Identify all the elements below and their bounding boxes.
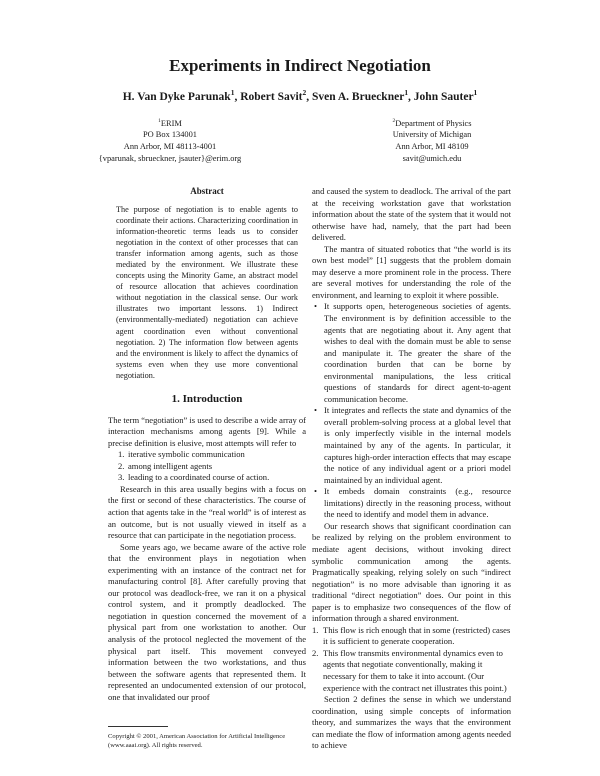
affiliation-umich xyxy=(322,116,542,164)
author-name: Robert Savit xyxy=(240,90,303,103)
list-item-text: This flow transmits environmental dynamics even to agents that negotiate conventionally, making it necessary for them to take it into account. (Our experience with the contract net illustrates this point.) xyxy=(323,647,507,693)
list-item-text: It integrates and reflects the state and dynamics of the overall problem-solving process at a global level that is only imperfectly visible in the internal models maintained by any of the agents. In particular, it captures high-order interaction effects that may escape the notice of any individual agent or a priori model maintained by an individual agent. xyxy=(324,405,511,485)
abstract-heading: Abstract xyxy=(190,186,224,196)
affiliation-line: Department of Physics xyxy=(395,118,472,128)
list-number: 2. xyxy=(312,647,319,658)
affiliation-mark: 1 xyxy=(158,118,161,124)
affiliation-line: ERIM xyxy=(160,118,182,128)
list-number: 1. xyxy=(312,624,319,635)
affiliation-line: University of Michigan xyxy=(392,130,472,140)
bullet-list xyxy=(312,301,511,520)
list-item-text: among intelligent agents xyxy=(128,460,213,471)
author-affiliation-mark: 2 xyxy=(302,88,307,97)
left-column xyxy=(108,186,306,703)
paragraph: and caused the system to deadlock. The arrival of the part at the receiving workstation gave that workstation information about the state of the system that it would not otherwise have had, namely, that the part had been delivered. xyxy=(312,186,511,243)
paragraph: Some years ago, we became aware of the active role that the environment plays in negotiation when experimenting with an instance of the contract net for manufacturing control [8]. After carefully proving that our protocol was deadlock-free, we ran it on a physical control system, and it promptly deadlocked. The negotiation in question concerned the movement of a physical part from one workstation to another. Our analysis of the protocol neglected the movement of the physical part itself. This movement conveyed information between the two workstations, and thus between the software agents that represented them. It represented an undocumented extension of our protocol, one that invalidated our proof xyxy=(108,541,306,702)
author-name: Sven A. Brueckner xyxy=(311,90,405,103)
list-item xyxy=(108,461,306,473)
bullet-icon: • xyxy=(314,301,317,312)
list-number: 1. xyxy=(118,449,125,460)
numbered-list xyxy=(108,449,306,484)
paragraph: The mantra of situated robotics that “the world is its own best model” [1] suggests that the problem domain may deserve a more prominent role in the process. There are several motives for understanding the role of the environment, and learning to exploit it where possible. xyxy=(312,243,511,300)
list-item xyxy=(312,648,511,694)
list-item-text: It embeds domain constraints (e.g., resource limitations) directly in the reasoning process, without the need to identify and model them in advance. xyxy=(324,486,511,520)
affiliation-line: PO Box 134001 xyxy=(143,130,197,140)
list-item-text: leading to a coordinated course of action. xyxy=(128,472,270,483)
list-number: 3. xyxy=(118,472,125,483)
list-item xyxy=(312,301,511,405)
list-item xyxy=(312,625,511,648)
copyright-footnote: Copyright © 2001, American Association for Artificial Intelligence (www.aaai.org). All rights reserved. xyxy=(108,733,286,749)
author-name: John Sauter xyxy=(413,90,474,103)
list-item-text: It supports open, heterogeneous societies of agents. The environment is by definition accessible to the agents that are negotiating about it. Any agent that wishes to deal with the domain must be able to sense and manipulate it. The greater the share of the coordination burden that can be borne by environmental manipulations, the less critical questions of standards for direct agent-to-agent communication become. xyxy=(324,301,511,404)
affiliation-erim xyxy=(60,116,280,164)
section-heading-introduction: 1. Introduction xyxy=(171,393,243,406)
list-item-text: This flow is rich enough that in some (restricted) cases it is sufficient to generate cooperation. xyxy=(323,624,511,647)
affiliation-mark: 2 xyxy=(392,118,396,124)
bullet-icon: • xyxy=(314,486,317,497)
paragraph: Our research shows that significant coordination can be realized by relying on the problem environment to mediate agent decisions, without invoking direct symbolic communication among the agents. Pragmatically speaking, relying solely on such “indirect negotiation” is no more advisable than ignoring it as traditional “direct negotiation” does. Our point in this paper is to emphasize two consequences of the flow of information through a shared environment. xyxy=(312,520,511,624)
right-column xyxy=(312,186,511,752)
author-affiliation-mark: 1 xyxy=(404,88,409,97)
author-name: H. Van Dyke Parunak xyxy=(122,90,231,103)
list-item-text: iterative symbolic communication xyxy=(128,449,245,460)
affiliation-line: Ann Arbor, MI 48109 xyxy=(395,141,469,151)
list-item xyxy=(108,472,306,484)
paragraph: Section 2 defines the sense in which we understand coordination, using simple concepts of information theory, and summarizes the ways that the environment can mediate the flow of information among agents needed to achieve xyxy=(312,694,511,751)
author-affiliation-mark: 1 xyxy=(230,88,235,97)
numbered-list xyxy=(312,625,511,694)
list-item xyxy=(312,486,511,521)
author-separator: , xyxy=(408,90,414,103)
paper-title: Experiments in Indirect Negotiation xyxy=(169,56,431,75)
footnote-divider xyxy=(108,726,168,727)
author-separator: , xyxy=(306,90,312,103)
list-number: 2. xyxy=(118,460,125,471)
author-affiliation-mark: 1 xyxy=(473,88,478,97)
author-separator: , xyxy=(234,90,241,103)
paragraph: The term “negotiation” is used to describe a wide array of interaction mechanisms among agents [9]. While a precise definition is elusive, most attempts will refer to xyxy=(108,414,306,448)
list-item xyxy=(312,405,511,486)
list-item xyxy=(108,449,306,461)
bullet-icon: • xyxy=(314,405,317,416)
affiliation-line: Ann Arbor, MI 48113-4001 xyxy=(123,141,217,151)
author-list xyxy=(0,88,600,103)
affiliation-email: {vparunak, sbrueckner, jsauter}@erim.org xyxy=(98,153,242,163)
paragraph: Research in this area usually begins with a focus on the first or second of these characteristics. The course of action that agents take in the “real world” is of interest as an outcome, but is not usually viewed in itself as a resource that can participate in the negotiation process. xyxy=(108,483,306,541)
affiliation-email: savit@umich.edu xyxy=(402,153,462,163)
abstract-text: The purpose of negotiation is to enable agents to coordinate their actions. Characterizing coordination in information-theoretic terms leads us to consider negotiation in the context of other processes that can transfer information among agents, such as those mediated by the environment. We illustrate these concepts using the Minority Game, an abstract model of resource allocation that achieves coordination without negotiation in the classical sense. Our work illustrates two important lessons. 1) Indirect (environmentally-mediated) negotiation can achieve agent coordination even without conventional negotiation. 2) The information flow between agents and the environment is likely to affect the dynamics of systems even when they use more conventional negotiation. xyxy=(116,204,298,380)
